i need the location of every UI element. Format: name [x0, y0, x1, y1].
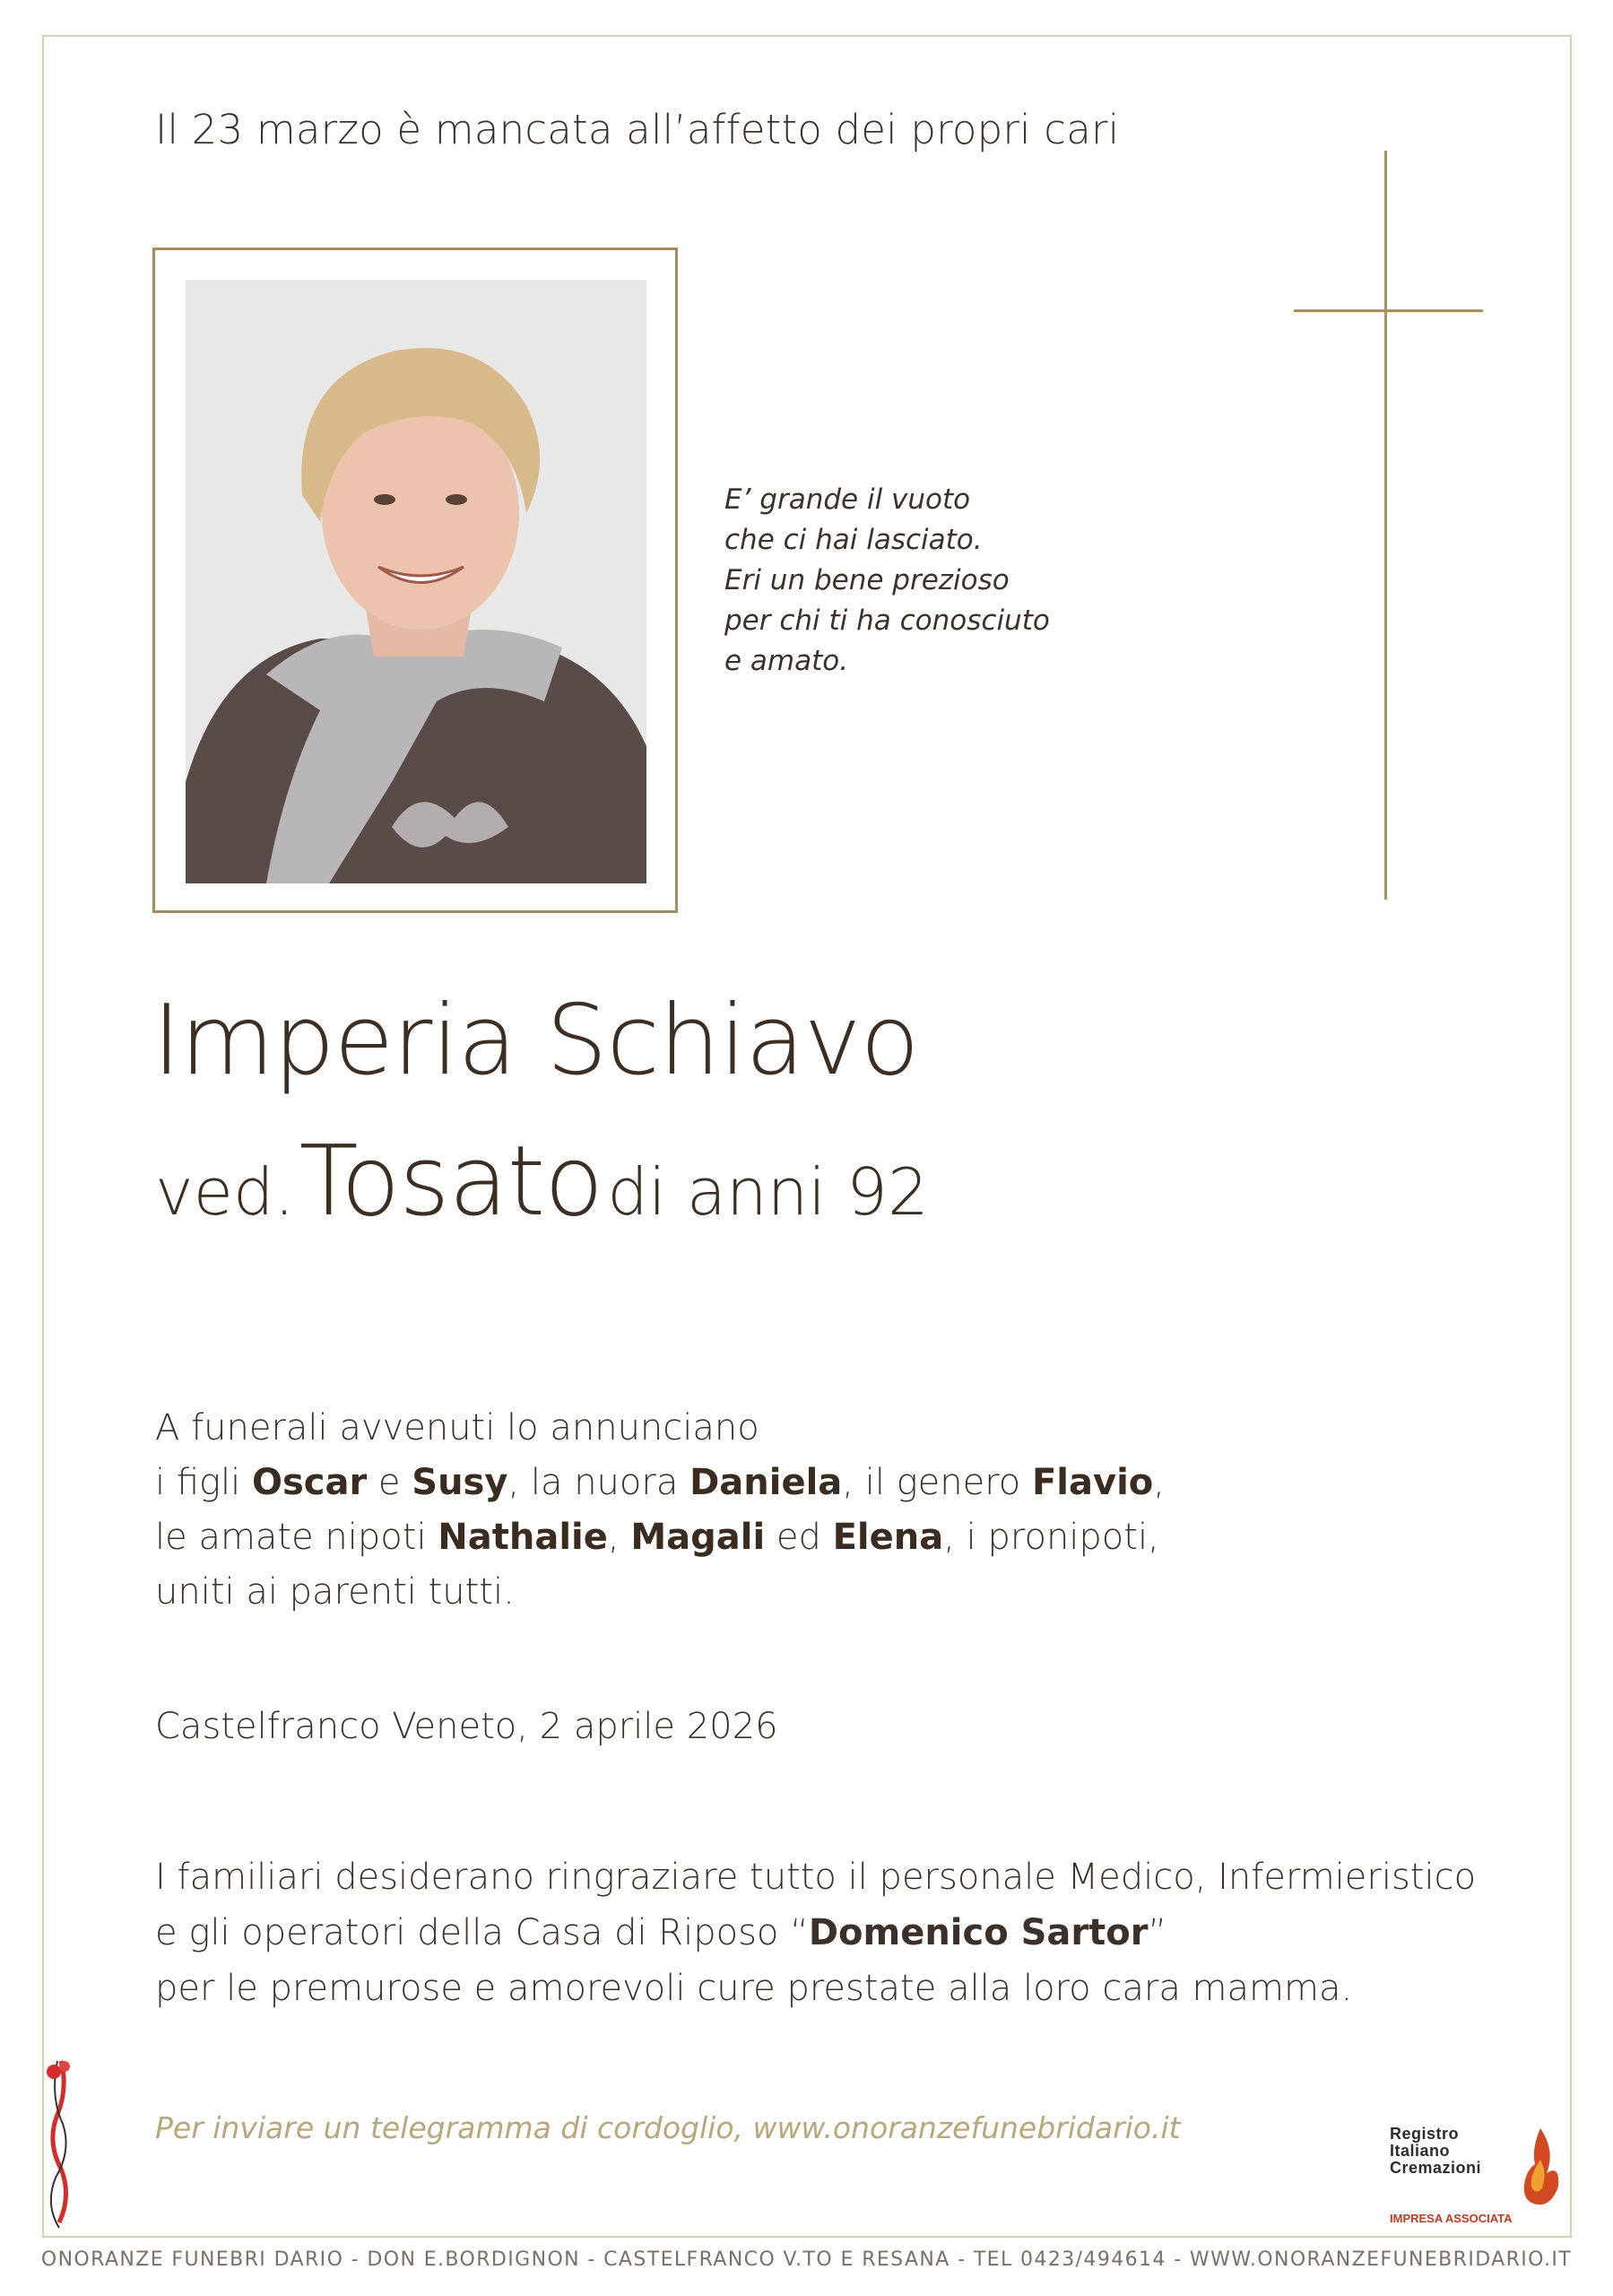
text: , — [1153, 1462, 1165, 1503]
ric-logo-line: Cremazioni — [1390, 2159, 1482, 2177]
deceased-subname — [155, 1126, 929, 1238]
thanks-note — [155, 1849, 1476, 2016]
deceased-name: Imperia Schiavo — [152, 985, 919, 1097]
relative-name: Magali — [630, 1517, 766, 1558]
relative-name: Oscar — [251, 1462, 368, 1503]
ric-logo-line: Registro — [1390, 2125, 1460, 2143]
text: i figli — [155, 1462, 252, 1503]
text: e gli operatori della Casa di Riposo “ — [155, 1912, 809, 1953]
text: le amate nipoti — [155, 1517, 438, 1558]
text: e — [367, 1462, 412, 1503]
announce-line: uniti ai parenti tutti. — [155, 1571, 515, 1613]
text: , i pronipoti, — [943, 1517, 1159, 1558]
ric-logo-text — [1390, 2126, 1481, 2177]
age-text: di anni 92 — [607, 1154, 929, 1230]
ric-logo — [1390, 2124, 1565, 2233]
nursing-home-name: Domenico Sartor — [808, 1912, 1149, 1953]
relative-name: Susy — [412, 1462, 508, 1503]
text: ed — [765, 1517, 833, 1558]
thanks-line: I familiari desiderano ringraziare tutto il personale Medico, Infermieristico — [155, 1857, 1477, 1898]
relative-name: Elena — [832, 1517, 944, 1558]
text: ” — [1148, 1912, 1167, 1953]
flame-icon — [1515, 2124, 1565, 2209]
announce-line — [155, 1456, 1165, 1510]
relative-name: Flavio — [1031, 1462, 1154, 1503]
intro-text: Il 23 marzo è mancata all’affetto dei propri cari — [155, 106, 1120, 153]
widow-prefix: ved. — [155, 1154, 295, 1230]
portrait-photo — [186, 280, 646, 883]
ric-logo-line: Italiano — [1390, 2142, 1451, 2160]
cross-vertical — [1384, 151, 1387, 900]
text: , la nuora — [507, 1462, 690, 1503]
poem-line: e amato. — [724, 645, 849, 677]
telegram-note: Per inviare un telegramma di cordoglio, www.onoranzefunebridario.it — [155, 2110, 1181, 2145]
thanks-line — [155, 1905, 1476, 1961]
relative-name: Nathalie — [438, 1517, 608, 1558]
married-surname: Tosato — [299, 1126, 603, 1238]
text: , il genero — [842, 1462, 1032, 1503]
poem-line: che ci hai lasciato. — [724, 524, 983, 556]
poem-line: per chi ti ha conosciuto — [724, 604, 1050, 637]
poem — [724, 480, 1050, 682]
cross-horizontal — [1294, 309, 1483, 312]
ric-logo-assoc: IMPRESA ASSOCIATA — [1390, 2212, 1513, 2225]
portrait-frame — [152, 248, 678, 913]
poem-line: E’ grande il vuoto — [724, 483, 971, 516]
announce-line — [155, 1510, 1165, 1565]
announcement — [155, 1401, 1165, 1620]
relative-name: Daniela — [689, 1462, 843, 1503]
announce-line: A funerali avvenuti lo annunciano — [155, 1407, 759, 1448]
place-date: Castelfranco Veneto, 2 aprile 2026 — [155, 1706, 778, 1747]
footer-contact: ONORANZE FUNEBRI DARIO - DON E.BORDIGNON - CASTELFRANCO V.TO E RESANA - TEL 0423/494614 - WWW.ONORANZEFUNEBRIDARIO.IT — [40, 2248, 1573, 2271]
text: , — [607, 1517, 631, 1558]
poem-line: Eri un bene prezioso — [724, 564, 1010, 596]
thanks-line: per le premurose e amorevoli cure prestate alla loro cara mamma. — [155, 1968, 1353, 2009]
flower-logo-icon — [41, 2052, 77, 2230]
